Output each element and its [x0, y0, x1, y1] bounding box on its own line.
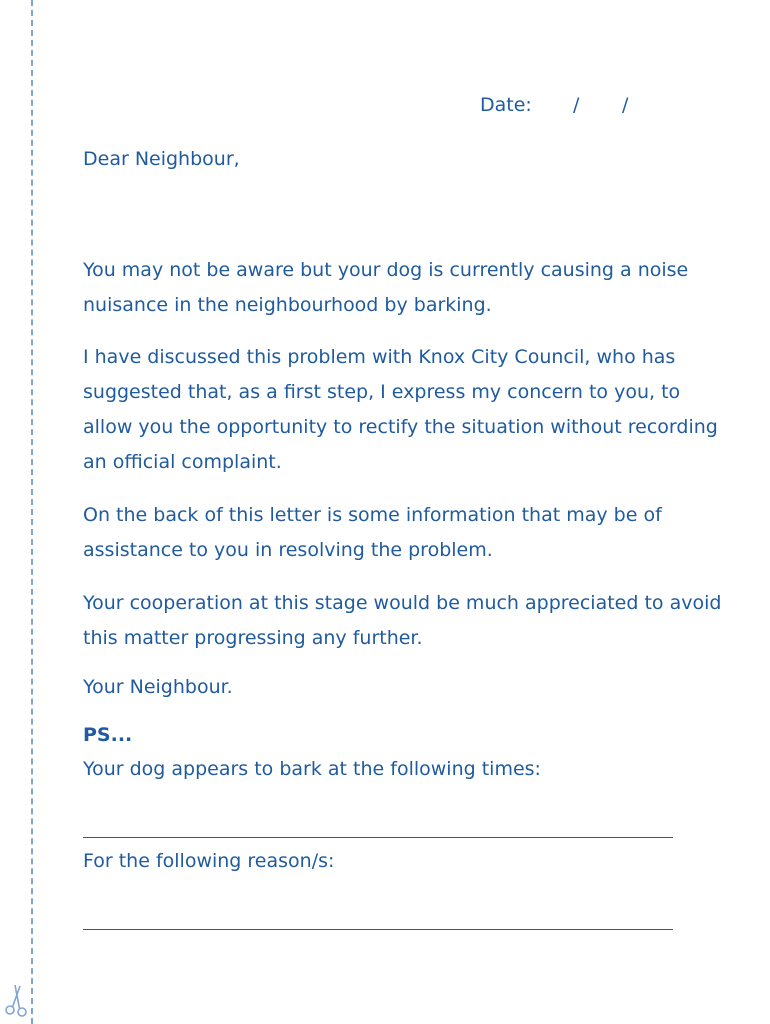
- paragraph: You may not be aware but your dog is currently causing a noise nuisance in the neighbourhood by barking.: [83, 259, 689, 316]
- date-label: Date:: [480, 94, 532, 116]
- bark-times-label: Your dog appears to bark at the following times:: [83, 758, 541, 780]
- paragraph: On the back of this letter is some information that may be of assistance to you in resolving the problem.: [83, 504, 662, 561]
- signoff: Your Neighbour.: [83, 676, 233, 698]
- bark-reason-fill-line[interactable]: [83, 929, 673, 930]
- paragraph: Your cooperation at this stage would be much appreciated to avoid this matter progressing any further.: [83, 592, 722, 649]
- date-separator: /: [622, 94, 629, 116]
- bark-times-fill-line[interactable]: [83, 837, 673, 838]
- scissors-icon: [4, 982, 30, 1018]
- date-row: [480, 94, 629, 116]
- cut-line: [31, 0, 33, 1024]
- salutation: Dear Neighbour,: [83, 148, 240, 170]
- bark-reason-label: For the following reason/s:: [83, 850, 335, 872]
- paragraph: I have discussed this problem with Knox City Council, who has suggested that, as a first step, I express my concern to you, to allow you the opportunity to rectify the situation without recording an official complaint.: [83, 346, 718, 473]
- ps-heading: PS...: [83, 724, 133, 746]
- date-separator: /: [573, 94, 580, 116]
